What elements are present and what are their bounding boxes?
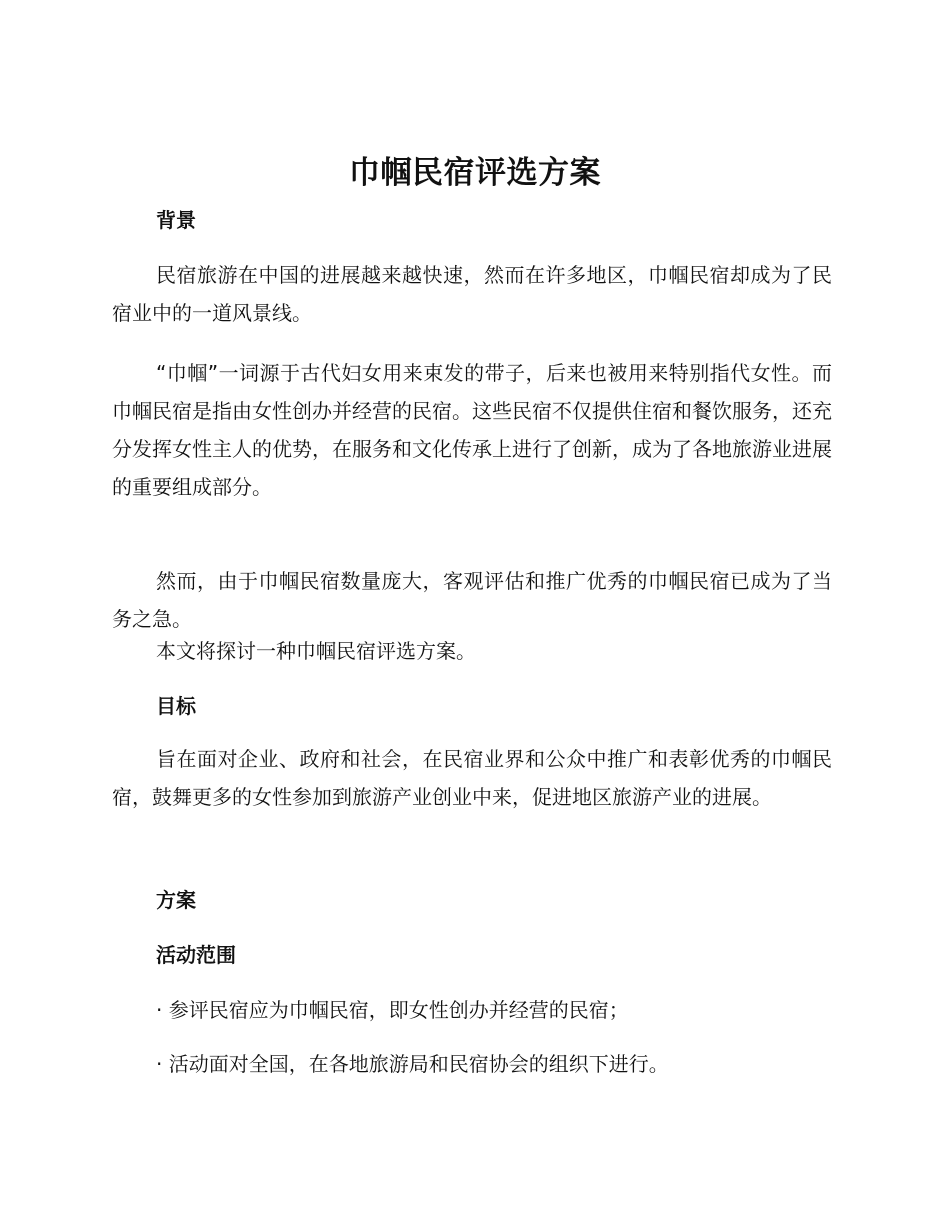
- paragraph-background-3: 然而，由于巾帼民宿数量庞大，客观评估和推广优秀的巾帼民宿已成为了当务之急。: [112, 569, 832, 631]
- list-item-scope-1: · 参评民宿应为巾帼民宿，即女性创办并经营的民宿；: [156, 998, 629, 1022]
- section-heading-scope: 活动范围: [156, 943, 236, 967]
- list-item-scope-2: · 活动面对全国，在各地旅游局和民宿协会的组织下进行。: [156, 1052, 669, 1076]
- section-heading-goal: 目标: [156, 694, 196, 718]
- section-heading-plan: 方案: [156, 888, 196, 912]
- document-title: 巾帼民宿评选方案: [349, 155, 601, 191]
- paragraph-goal-1: 旨在面对企业、政府和社会，在民宿业界和公众中推广和表彰优秀的巾帼民宿，鼓舞更多的女性参加到旅游产业创业中来，促进地区旅游产业的进展。: [112, 747, 832, 809]
- paragraph-background-4: 本文将探讨一种巾帼民宿评选方案。: [156, 639, 476, 663]
- paragraph-background-1: 民宿旅游在中国的进展越来越快速，然而在许多地区，巾帼民宿却成为了民宿业中的一道风景线。: [112, 263, 832, 325]
- paragraph-background-2: “巾帼”一词源于古代妇女用来束发的带子，后来也被用来特别指代女性。而巾帼民宿是指由女性创办并经营的民宿。这些民宿不仅提供住宿和餐饮服务，还充分发挥女性主人的优势，在服务和文化传承上进行了创新，成为了各地旅游业进展的重要组成部分。: [112, 361, 832, 499]
- section-heading-background: 背景: [156, 208, 196, 232]
